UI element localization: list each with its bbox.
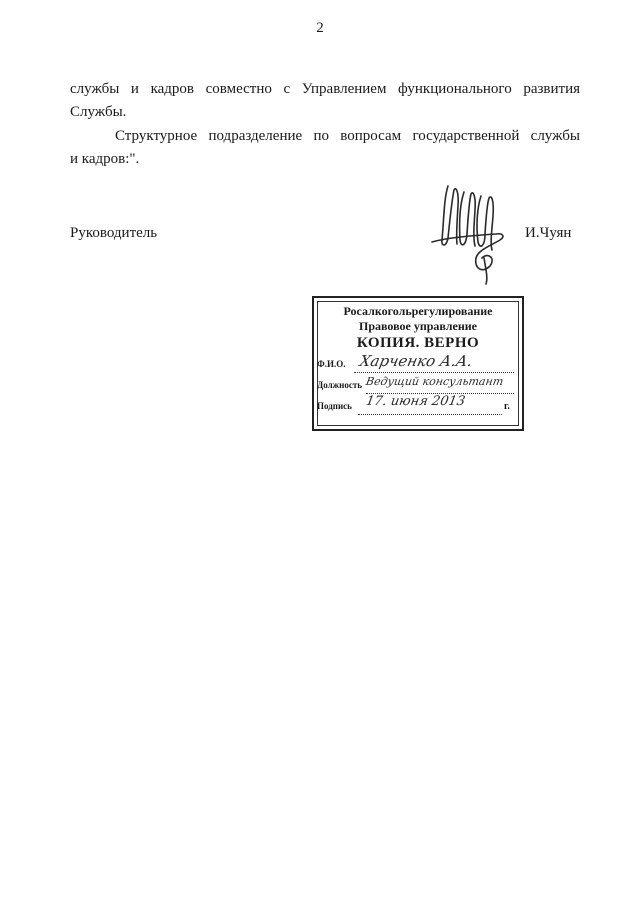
stamp-fio-handwritten: Харченко А.А.: [358, 352, 475, 370]
stamp-position-label: Должность: [317, 380, 363, 390]
signer-title: Руководитель: [70, 225, 158, 241]
signer-name: И.Чуян: [525, 225, 572, 241]
stamp-fio-line: [354, 372, 514, 373]
stamp-fio-label: Ф.И.О.: [317, 359, 346, 369]
body-paragraph-1-line-2: Службы.: [70, 104, 127, 120]
page-number: 2: [316, 20, 324, 36]
body-paragraph-2-line-2: и кадров:".: [70, 151, 140, 167]
body-paragraph-1-line-1: службы и кадров совместно с Управлением функционального развития: [70, 81, 580, 97]
stamp-position-handwritten: Ведущий консультант: [364, 375, 505, 388]
body-paragraph-2: [70, 125, 580, 171]
copy-certification-stamp: [312, 296, 524, 431]
stamp-year-suffix: г.: [504, 401, 510, 412]
stamp-department: Правовое управление: [359, 319, 477, 333]
body-paragraph-1: [70, 78, 580, 124]
stamp-date-handwritten: 17. июня 2013: [364, 394, 467, 409]
stamp-sign-label: Подпись: [317, 401, 352, 411]
body-paragraph-2-line-1: Структурное подразделение по вопросам государственной службы: [115, 128, 580, 144]
handwritten-signature: [426, 178, 516, 288]
stamp-title: КОПИЯ. ВЕРНО: [356, 335, 480, 351]
stamp-sign-line: [358, 414, 502, 415]
stamp-organization: Росалкогольрегулирование: [343, 304, 493, 318]
